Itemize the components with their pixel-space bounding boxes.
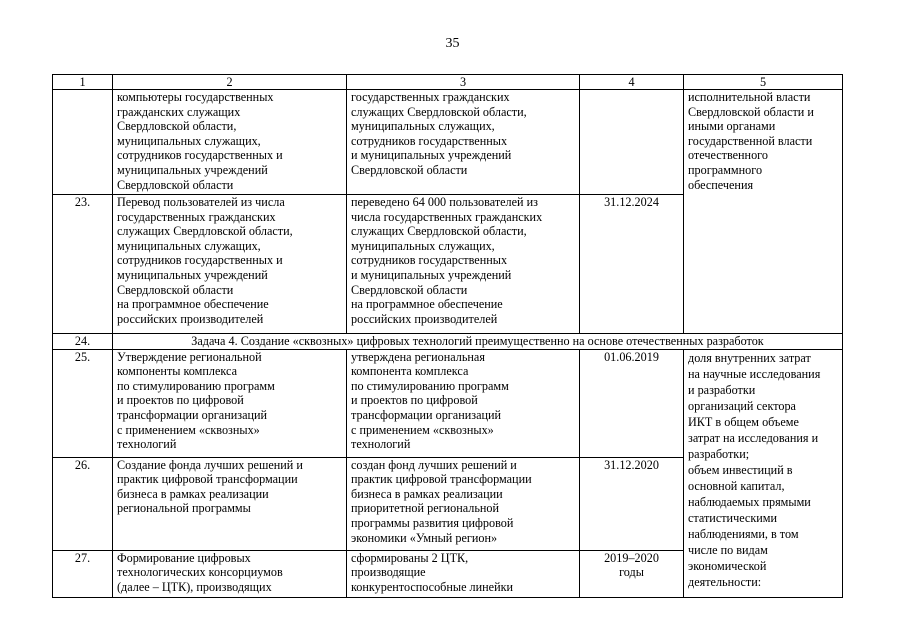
event-deadline: 31.12.2020 bbox=[580, 457, 684, 550]
row-number: 26. bbox=[53, 457, 113, 550]
event-result: государственных гражданских служащих Свердловской области, муниципальных служащих, сотрудников государственных и муниципальных учреждений Свердловской области bbox=[347, 90, 580, 195]
event-result: утверждена региональная компонента комплекса по стимулированию программ и проектов по цифровой трансформации организаций с применением «сквозных» технологий bbox=[347, 349, 580, 457]
page-number: 35 bbox=[445, 36, 460, 51]
column-header-2: 2 bbox=[113, 75, 347, 90]
row-number bbox=[53, 90, 113, 195]
row-number: 27. bbox=[53, 550, 113, 597]
event-description: Создание фонда лучших решений и практик цифровой трансформации бизнеса в рамках реализации региональной программы bbox=[113, 457, 347, 550]
indicator-cell: доля внутренних затрат на научные исследования и разработки организаций сектора ИКТ в общем объеме затрат на исследования и разработки; объем инвестиций в основной капитал, наблюдаемых прямыми статистическими наблюдениями, в том числе по видам экономической деятельности: bbox=[684, 349, 843, 597]
row-number: 25. bbox=[53, 349, 113, 457]
column-header-1: 1 bbox=[53, 75, 113, 90]
event-deadline bbox=[580, 90, 684, 195]
event-deadline: 01.06.2019 bbox=[580, 349, 684, 457]
event-description: Утверждение региональной компоненты комплекса по стимулированию программ и проектов по цифровой трансформации организаций с применением «сквозных» технологий bbox=[113, 349, 347, 457]
event-result: переведено 64 000 пользователей из числа государственных гражданских служащих Свердловской области, муниципальных служащих, сотрудников государственных и муниципальных учреждений Свердловской области на программное обеспечение российских производителей bbox=[347, 195, 580, 334]
table-row bbox=[53, 90, 843, 195]
row-number: 24. bbox=[53, 334, 113, 350]
event-description: компьютеры государственных гражданских служащих Свердловской области, муниципальных служащих, сотрудников государственных и муниципальных учреждений Свердловской области bbox=[113, 90, 347, 195]
task-row bbox=[53, 334, 843, 350]
row-number: 23. bbox=[53, 195, 113, 334]
table-header-row bbox=[53, 75, 843, 90]
event-result: сформированы 2 ЦТК, производящие конкурентоспособные линейки bbox=[347, 550, 580, 597]
column-header-4: 4 bbox=[580, 75, 684, 90]
column-header-3: 3 bbox=[347, 75, 580, 90]
column-header-5: 5 bbox=[684, 75, 843, 90]
event-description: Перевод пользователей из числа государственных гражданских служащих Свердловской области, муниципальных служащих, сотрудников государственных и муниципальных учреждений Свердловской области на программное обеспечение российских производителей bbox=[113, 195, 347, 334]
table-row bbox=[53, 349, 843, 457]
indicator-cell: исполнительной власти Свердловской области и иными органами государственной власти отечественного программного обеспечения bbox=[684, 90, 843, 334]
event-description: Формирование цифровых технологических консорциумов (далее – ЦТК), производящих bbox=[113, 550, 347, 597]
event-deadline: 2019–2020 годы bbox=[580, 550, 684, 597]
activities-table bbox=[52, 74, 843, 598]
event-deadline: 31.12.2024 bbox=[580, 195, 684, 334]
event-result: создан фонд лучших решений и практик цифровой трансформации бизнеса в рамках реализации приоритетной региональной программы развития цифровой экономики «Умный регион» bbox=[347, 457, 580, 550]
task-heading: Задача 4. Создание «сквозных» цифровых технологий преимущественно на основе отечественных разработок bbox=[113, 334, 843, 350]
